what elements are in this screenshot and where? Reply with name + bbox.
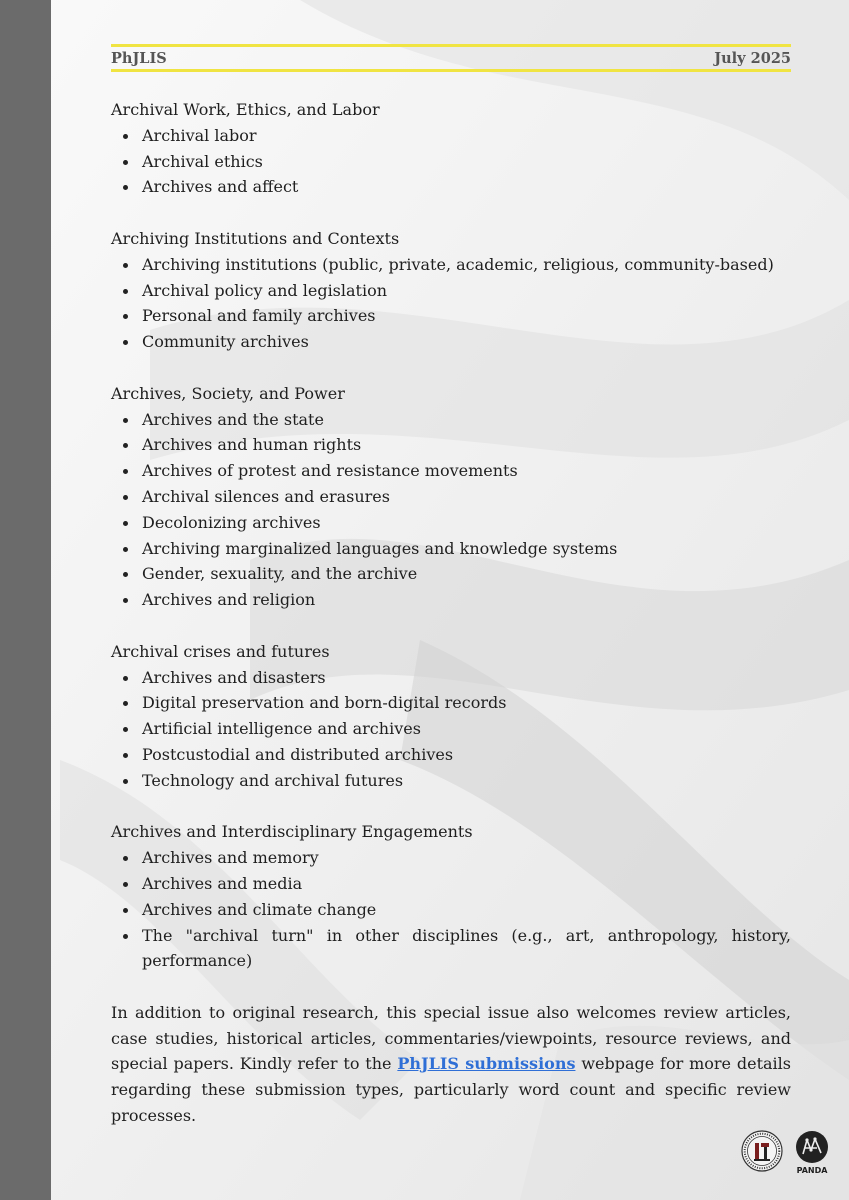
list-item: Archives and media (111, 871, 791, 897)
list-item: Personal and family archives (111, 303, 791, 329)
journal-name: PhJLIS (111, 49, 167, 67)
topic-list (111, 252, 791, 355)
section-title: Archives and Interdisciplinary Engagements (111, 822, 473, 842)
closing-text-end: webpage for more details regarding these submission types, particularly word count and specific review processes. (111, 1054, 791, 1126)
list-item: Gender, sexuality, and the archive (111, 561, 791, 587)
list-item: Archives and affect (111, 174, 791, 200)
topic-list (111, 845, 791, 974)
list-item: Archiving marginalized languages and knowledge systems (111, 536, 791, 562)
section-title: Archives, Society, and Power (111, 383, 345, 403)
list-item: Decolonizing archives (111, 510, 791, 536)
panda-emblem (795, 1130, 829, 1164)
list-item: Archival policy and legislation (111, 278, 791, 304)
section-title: Archiving Institutions and Contexts (111, 228, 400, 248)
list-item: Postcustodial and distributed archives (111, 742, 791, 768)
list-item: Archives and memory (111, 845, 791, 871)
panda-logo (791, 1130, 833, 1175)
closing-text-start: In addition to original research, this special issue also welcomes review articles, case studies, historical articles, commentaries/viewpoints, resource reviews, and special papers. Kindly refer to the (111, 1002, 791, 1074)
list-item: Archives and disasters (111, 665, 791, 691)
topic-section (111, 381, 791, 613)
page-content (111, 44, 791, 1129)
list-item: Digital preservation and born-digital records (111, 690, 791, 716)
list-item: Artificial intelligence and archives (111, 716, 791, 742)
list-item: Archiving institutions (public, private, academic, religious, community-based) (111, 252, 791, 278)
submissions-link[interactable]: PhJLIS submissions (397, 1054, 576, 1074)
footer-logos (741, 1130, 833, 1175)
topic-list (111, 407, 791, 613)
side-bar (0, 0, 51, 1200)
issue-date: July 2025 (714, 49, 791, 67)
section-title: Archival Work, Ethics, and Labor (111, 100, 380, 119)
topic-section (111, 819, 791, 974)
list-item: Archival labor (111, 123, 791, 149)
list-item: Archives and the state (111, 407, 791, 433)
list-item: Archives and climate change (111, 897, 791, 923)
list-item: Technology and archival futures (111, 768, 791, 794)
topic-list (111, 123, 791, 200)
section-title: Archival crises and futures (111, 641, 330, 661)
list-item: Archives and religion (111, 587, 791, 613)
topic-section (111, 639, 791, 794)
page-header (111, 44, 791, 72)
panda-wordmark: PANDA (796, 1166, 828, 1175)
list-item: Archival ethics (111, 149, 791, 175)
library-seal-logo (741, 1130, 783, 1172)
list-item: Archives and human rights (111, 432, 791, 458)
list-item: Community archives (111, 329, 791, 355)
list-item: The "archival turn" in other disciplines (e.g., art, anthropology, history, performance) (111, 923, 791, 975)
list-item: Archives of protest and resistance movements (111, 458, 791, 484)
topic-list (111, 665, 791, 794)
topic-section (111, 226, 791, 355)
topic-section (111, 97, 791, 200)
body-text (111, 97, 791, 1129)
closing-paragraph (111, 1000, 791, 1129)
list-item: Archival silences and erasures (111, 484, 791, 510)
